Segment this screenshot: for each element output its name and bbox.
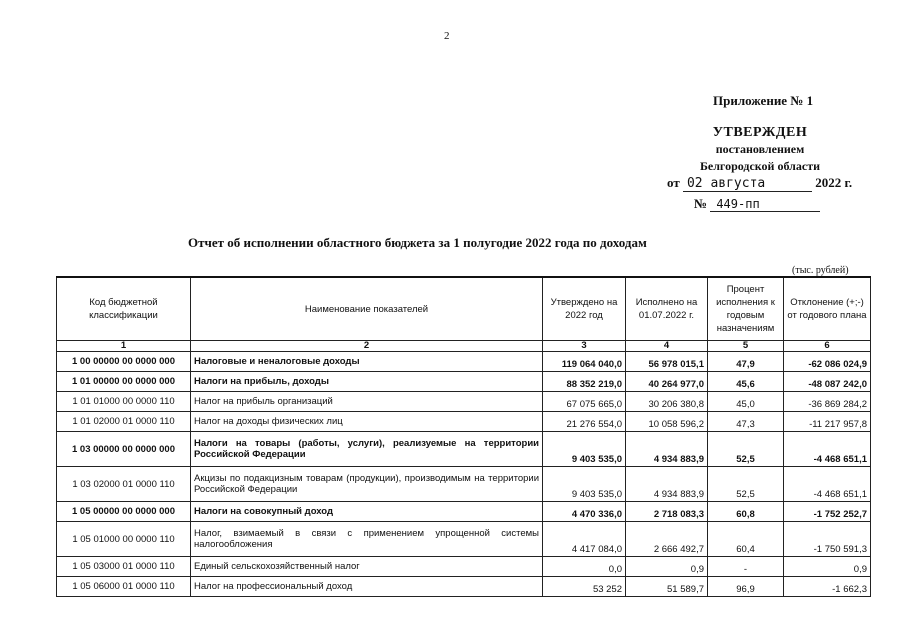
table-header-row — [57, 277, 871, 341]
approval-number-line — [694, 196, 820, 212]
row-code: 1 03 02000 01 0000 110 — [57, 467, 191, 502]
page-number: 2 — [444, 30, 450, 42]
row-approved: 4 470 336,0 — [543, 502, 626, 522]
row-code: 1 01 02000 01 0000 110 — [57, 412, 191, 432]
table-row — [57, 412, 871, 432]
row-name: Налоги на товары (работы, услуги), реализуемые на территории Российской Федерации — [191, 432, 543, 467]
row-name: Налоги на прибыль, доходы — [191, 372, 543, 392]
row-code: 1 05 00000 00 0000 000 — [57, 502, 191, 522]
approval-date-line — [667, 175, 852, 192]
row-code: 1 05 03000 01 0000 110 — [57, 557, 191, 577]
column-number-row — [57, 341, 871, 352]
date-prefix: от — [667, 175, 680, 190]
row-deviation: -36 869 284,2 — [784, 392, 871, 412]
row-code: 1 01 01000 00 0000 110 — [57, 392, 191, 412]
row-deviation: -1 662,3 — [784, 577, 871, 597]
row-name: Налог на доходы физических лиц — [191, 412, 543, 432]
row-name: Налог на прибыль организаций — [191, 392, 543, 412]
header-percent: Процент исполнения к годовым назначениям — [708, 277, 784, 341]
row-percent: 96,9 — [708, 577, 784, 597]
column-number: 5 — [708, 341, 784, 352]
row-code: 1 05 01000 00 0000 110 — [57, 522, 191, 557]
column-number: 4 — [626, 341, 708, 352]
row-executed: 40 264 977,0 — [626, 372, 708, 392]
date-handwritten: 02 августа — [683, 176, 812, 192]
budget-table — [56, 276, 871, 597]
row-deviation: -48 087 242,0 — [784, 372, 871, 392]
row-deviation: -62 086 024,9 — [784, 352, 871, 372]
report-title: Отчет об исполнении областного бюджета за 1 полугодие 2022 года по доходам — [188, 235, 647, 250]
header-code: Код бюджетной классификации — [57, 277, 191, 341]
row-approved: 9 403 535,0 — [543, 467, 626, 502]
row-approved: 0,0 — [543, 557, 626, 577]
row-deviation: -1 752 252,7 — [784, 502, 871, 522]
date-suffix: 2022 г. — [815, 175, 853, 190]
row-code: 1 05 06000 01 0000 110 — [57, 577, 191, 597]
row-percent: 45,0 — [708, 392, 784, 412]
row-name: Единый сельскохозяйственный налог — [191, 557, 543, 577]
table-row — [57, 577, 871, 597]
row-deviation: -1 750 591,3 — [784, 522, 871, 557]
row-approved: 88 352 219,0 — [543, 372, 626, 392]
row-name: Налоги на совокупный доход — [191, 502, 543, 522]
appendix-label: Приложение № 1 — [713, 93, 814, 108]
row-deviation: -4 468 651,1 — [784, 467, 871, 502]
column-number: 6 — [784, 341, 871, 352]
row-percent: 60,4 — [708, 522, 784, 557]
row-deviation: -4 468 651,1 — [784, 432, 871, 467]
row-executed: 51 589,7 — [626, 577, 708, 597]
row-executed: 0,9 — [626, 557, 708, 577]
row-executed: 2 666 492,7 — [626, 522, 708, 557]
table-row — [57, 432, 871, 467]
number-handwritten: 449-пп — [710, 197, 820, 212]
header-deviation: Отклонение (+;-) от годового плана — [784, 277, 871, 341]
table-row — [57, 372, 871, 392]
row-percent: 52,5 — [708, 467, 784, 502]
row-deviation: -11 217 957,8 — [784, 412, 871, 432]
row-executed: 56 978 015,1 — [626, 352, 708, 372]
row-executed: 4 934 883,9 — [626, 432, 708, 467]
row-name: Налоговые и неналоговые доходы — [191, 352, 543, 372]
row-percent: 52,5 — [708, 432, 784, 467]
table-row — [57, 522, 871, 557]
table-row — [57, 467, 871, 502]
header-approved: Утверждено на 2022 год — [543, 277, 626, 341]
row-code: 1 01 00000 00 0000 000 — [57, 372, 191, 392]
row-approved: 9 403 535,0 — [543, 432, 626, 467]
approved-line-1: постановлением — [715, 142, 805, 156]
row-approved: 4 417 084,0 — [543, 522, 626, 557]
row-deviation: 0,9 — [784, 557, 871, 577]
row-percent: - — [708, 557, 784, 577]
table-row — [57, 557, 871, 577]
header-name: Наименование показателей — [191, 277, 543, 341]
row-approved: 53 252 — [543, 577, 626, 597]
column-number: 1 — [57, 341, 191, 352]
table-row — [57, 352, 871, 372]
row-executed: 30 206 380,8 — [626, 392, 708, 412]
row-percent: 60,8 — [708, 502, 784, 522]
row-code: 1 03 00000 00 0000 000 — [57, 432, 191, 467]
row-approved: 21 276 554,0 — [543, 412, 626, 432]
row-percent: 47,3 — [708, 412, 784, 432]
column-number: 2 — [191, 341, 543, 352]
row-name: Налог на профессиональный доход — [191, 577, 543, 597]
row-name: Налог, взимаемый в связи с применением упрощенной системы налогообложения — [191, 522, 543, 557]
row-approved: 67 075 665,0 — [543, 392, 626, 412]
header-executed: Исполнено на 01.07.2022 г. — [626, 277, 708, 341]
units-label: (тыс. рублей) — [792, 265, 849, 276]
table-row — [57, 502, 871, 522]
row-name: Акцизы по подакцизным товарам (продукции), производимым на территории Российской Федерации — [191, 467, 543, 502]
row-executed: 2 718 083,3 — [626, 502, 708, 522]
approval-block — [650, 124, 870, 175]
approved-line-2: Белгородской области — [699, 159, 821, 173]
row-executed: 4 934 883,9 — [626, 467, 708, 502]
row-percent: 47,9 — [708, 352, 784, 372]
column-number: 3 — [543, 341, 626, 352]
row-code: 1 00 00000 00 0000 000 — [57, 352, 191, 372]
row-percent: 45,6 — [708, 372, 784, 392]
row-approved: 119 064 040,0 — [543, 352, 626, 372]
table-row — [57, 392, 871, 412]
approved-title: УТВЕРЖДЕН — [712, 125, 808, 140]
row-executed: 10 058 596,2 — [626, 412, 708, 432]
number-prefix: № — [694, 196, 708, 211]
